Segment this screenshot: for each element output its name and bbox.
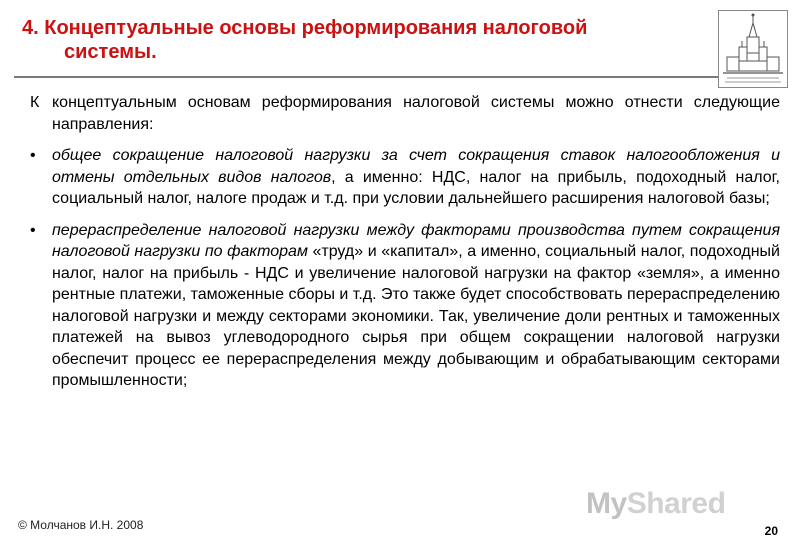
bullet-item-2	[30, 220, 780, 392]
bullet-1-text	[52, 145, 780, 210]
university-building-icon	[718, 10, 788, 88]
bullet-marker: •	[30, 221, 36, 239]
slide-title	[22, 16, 682, 64]
title-divider	[14, 76, 726, 78]
bullet-2-rest: «труд» и «капитал», а именно, социальный налог, подоходный налог, налог на прибыль - НДС и увеличение налоговой нагрузки на фактор «земля», а именно рентные платежи, таможенные сборы и т.д. Это также будет способствовать перераспределению налоговой нагрузки и между секторами экономики. Так, увеличение доли рентных и таможенных платежей на вывоз углеводородного сырья при общем сокращении налоговой нагрузки обеспечит процесс ее перераспределения между добывающим и обрабатывающим секторами промышленности;	[52, 243, 780, 389]
bullet-1-rest: , а именно: НДС, налог на прибыль, подоходный налог, социальный налог, налоге продаж и т.д. при условии дальнейшего расширения налоговой базы;	[52, 168, 780, 207]
watermark-part-2: Shared	[626, 487, 726, 520]
intro-text: концептуальным основам реформирования налоговой системы можно отнести следующие направления:	[52, 94, 780, 133]
intro-paragraph	[30, 92, 780, 135]
title-line-2: системы.	[64, 41, 157, 63]
bullet-marker: •	[30, 147, 36, 164]
bullet-2-text	[52, 220, 780, 392]
intro-marker: К	[30, 94, 40, 111]
title-line-1: 4. Концептуальные основы реформирования налоговой	[22, 17, 588, 39]
watermark-logo	[586, 487, 725, 521]
bullet-1-italic: общее сокращение налоговой нагрузки за счет сокращения ставок налогообложения и отмены отдельных видов налогов	[52, 147, 780, 186]
bullet-2-italic: перераспределение налоговой нагрузки между факторами производства путем сокращения налоговой нагрузки по факторам	[52, 221, 780, 260]
page-number: 20	[764, 524, 778, 538]
footer-copyright: © Молчанов И.Н. 2008	[18, 518, 144, 532]
bullet-item-1	[30, 145, 780, 210]
watermark-part-1: My	[586, 487, 627, 520]
slide-body	[30, 92, 780, 402]
